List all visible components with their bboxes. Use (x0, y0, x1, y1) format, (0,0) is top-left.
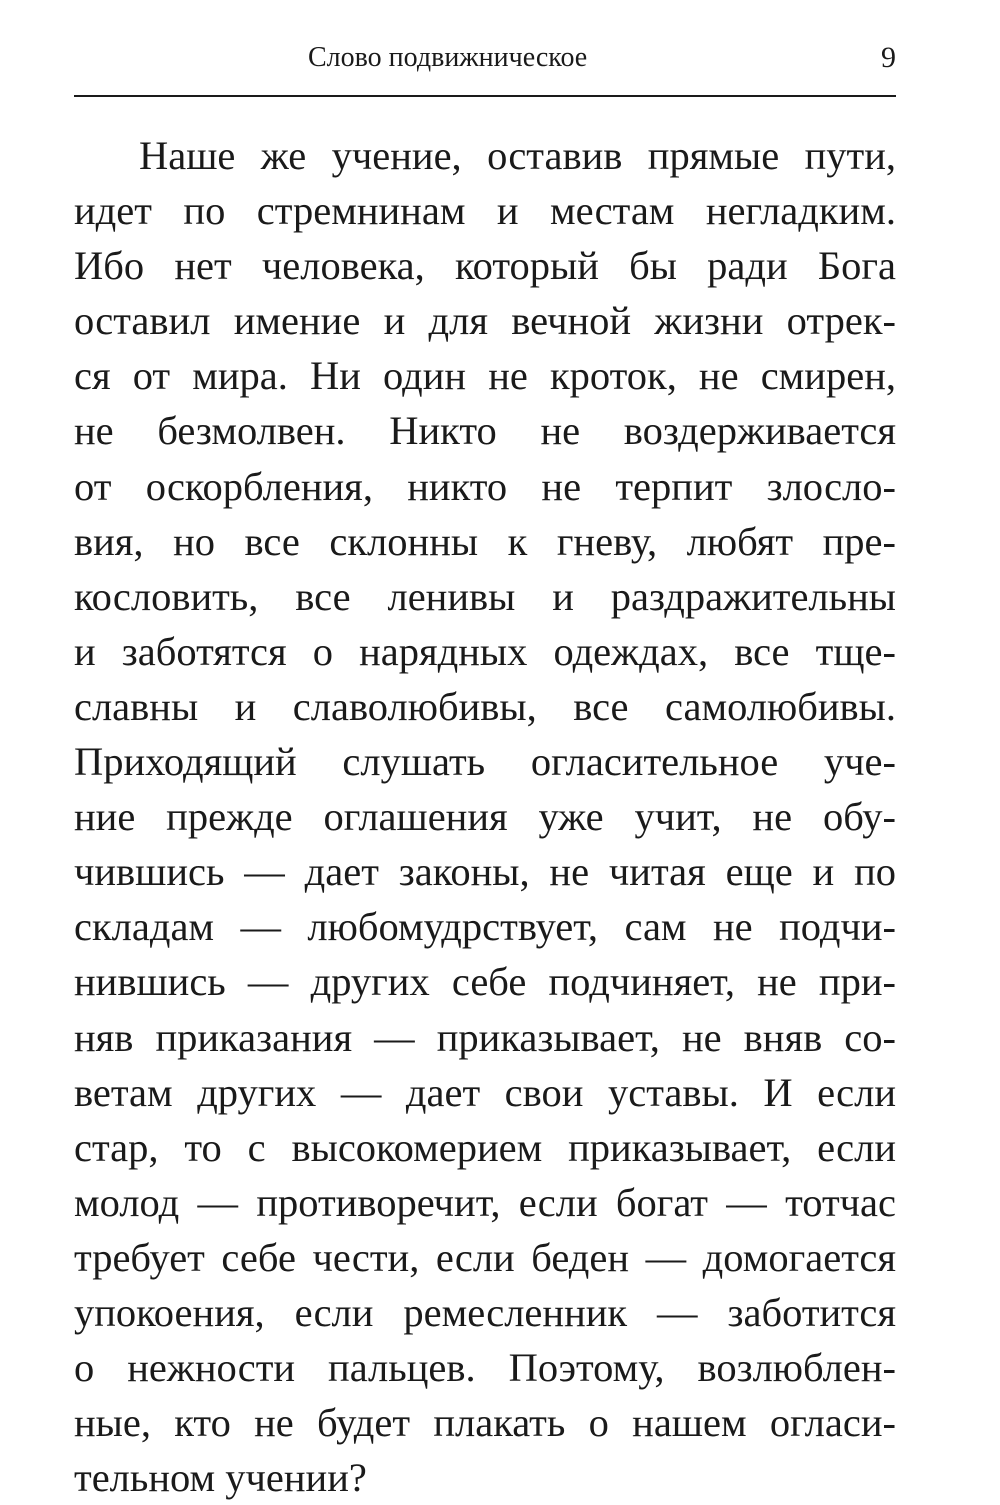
text-line: оставил имение и для вечной жизни отрек- (74, 298, 896, 344)
text-line: Приходящий слушать огласительное уче- (74, 739, 896, 785)
text-line: славны и славолюбивы, все самолюбивы. (74, 683, 896, 729)
text-line: няв приказания — приказывает, не вняв со- (74, 1014, 896, 1060)
text-line: молод — противоречит, если богат — тотчас (74, 1179, 896, 1225)
text-line: нившись — других себе подчиняет, не при- (74, 959, 896, 1005)
text-line: ние прежде оглашения уже учит, не обу- (74, 794, 896, 840)
text-line: ся от мира. Ни один не кроток, не смирен, (74, 353, 896, 399)
text-line: ветам других — дает свои уставы. И если (74, 1069, 896, 1115)
text-line: Наше же учение, оставив прямые пути, (139, 133, 896, 178)
text-line: и заботятся о нарядных одеждах, все тще- (74, 628, 896, 674)
text-line: тельном учении? (74, 1455, 367, 1501)
text-line: от оскорбления, никто не терпит злосло- (74, 463, 896, 509)
body-paragraph (74, 128, 896, 1505)
text-line: упокоения, если ремесленник — заботится (74, 1289, 896, 1335)
header-rule (74, 95, 896, 97)
running-header (74, 36, 896, 80)
text-line: кословить, все ленивы и раздражительны (74, 573, 896, 619)
running-title: Слово подвижническое (308, 42, 588, 73)
text-line: стар, то с высокомерием приказывает, если (74, 1124, 896, 1170)
text-line: о нежности пальцев. Поэтому, возлюблен- (74, 1345, 896, 1391)
text-line: требует себе чести, если беден — домогается (74, 1234, 896, 1280)
text-line: ные, кто не будет плакать о нашем огласи- (74, 1400, 896, 1446)
text-line: вия, но все склонны к гневу, любят пре- (74, 518, 896, 564)
text-line: идет по стремнинам и местам негладким. (74, 188, 896, 234)
text-line: Ибо нет человека, который бы ради Бога (74, 243, 896, 289)
text-line: чившись — дает законы, не читая еще и по (74, 849, 896, 895)
text-line: не безмолвен. Никто не воздерживается (74, 408, 896, 454)
page-number: 9 (881, 41, 896, 74)
text-line: складам — любомудрствует, сам не подчи- (74, 904, 896, 950)
